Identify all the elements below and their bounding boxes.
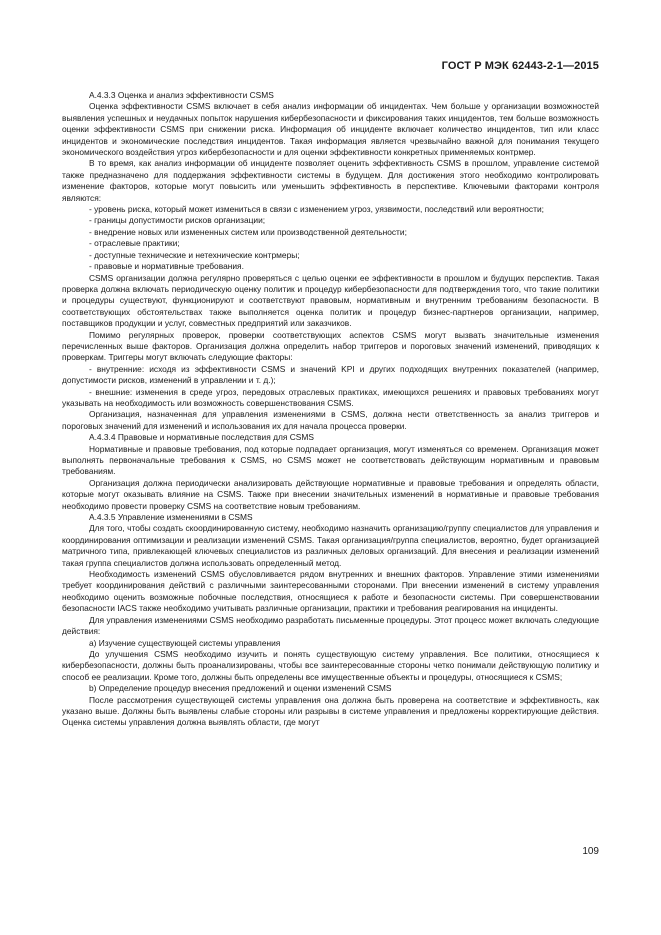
paragraph: В то время, как анализ информации об инциденте позволяет оценить эффективность CSMS в прошлом, управление системой также предназначено для поддержания эффективности системы в будущем. Для достижения этого необходимо контролировать изменение факторов, которые могут повысить или уменьшить эффективность в перспективе. Ключевыми факторами контроля являются: (62, 158, 599, 203)
list-item: - уровень риска, который может измениться в связи с изменением угроз, уязвимости, последствий или вероятности; (89, 204, 544, 215)
section-heading: A.4.3.5 Управление изменениями в CSMS (89, 512, 253, 523)
paragraph: Организация должна периодически анализировать действующие нормативные и правовые требования и определять области, которые могут оказывать влияние на CSMS. Также при внесении значительных изменений в нормативные и правовые требования необходимо провести проверку CSMS на соответствие новым требованиям. (62, 477, 599, 511)
paragraph: CSMS организации должна регулярно проверяться с целью оценки ее эффективности в прошлом и будущих перспектив. Такая проверка должна включать периодическую оценку политик и процедур кибербезопасности для подтверждения того, что такие политики и процедуры существуют, функционируют и соответствуют правовым, нормативным и внутренним требованиям безопасности. В соответствующих обстоятельствах также выполняется оценка политик и процедур бизнес-партнеров организации, например, поставщиков продукции и услуг, совместных предприятий или заказчиков. (62, 272, 599, 329)
list-item: - доступные технические и нетехнические контрмеры; (89, 249, 300, 260)
paragraph: Для управления изменениями CSMS необходимо разработать письменные процедуры. Этот процесс может включать следующие действия: (62, 614, 599, 637)
section-heading: A.4.3.4 Правовые и нормативные последствия для CSMS (89, 432, 314, 443)
paragraph: До улучшения CSMS необходимо изучить и понять существующую систему управления. Все политики, относящиеся к кибербезопасности, должны быть проанализированы, чтобы все заинтересованные стороны четко понимали действующую политику и способ ее реализации. Кроме того, должны быть определены все имущественные объекты и процедуры, относящиеся к CSMS; (62, 648, 599, 682)
list-item: а) Изучение существующей системы управления (89, 637, 281, 648)
paragraph: Необходимость изменений CSMS обусловливается рядом внутренних и внешних факторов. Управление этими изменениями требует координирования действий с различными заинтересованными сторонами. При внесении изменений в систему управления необходимо оценить возможные побочные последствия, относящиеся к работе и безопасности системы. При совершенствовании безопасности IACS также необходимо учитывать различные организации, практики и требования реагирования на инциденты. (62, 569, 599, 614)
page-number: 109 (582, 846, 599, 857)
document-header: ГОСТ Р МЭК 62443-2-1—2015 (441, 60, 599, 72)
section-heading: A.4.3.3 Оценка и анализ эффективности CSMS (89, 90, 274, 100)
list-item: b) Определение процедур внесения предложений и оценки изменений CSMS (89, 683, 392, 694)
list-item: - границы допустимости рисков организации; (89, 215, 266, 226)
paragraph: Нормативные и правовые требования, под которые подпадает организация, могут изменяться со временем. Организация может выполнять первоначальные требования к CSMS, но CSMS может не соответствовать действующим нормативным и правовым требованиям. (62, 443, 599, 477)
paragraph: Для того, чтобы создать скоординированную систему, необходимо назначить организацию/группу специалистов для управления и координирования оптимизации и реализации изменений CSMS. Такая организация/группа специалистов, вероятно, будет организацией матричного типа, привлекающей ключевых специалистов из различных деловых организаций. Для внесения и реализации изменений такая группа специалистов должна использовать определенный метод. (62, 523, 599, 568)
list-item: - внедрение новых или измененных систем или производственной деятельности; (89, 226, 407, 237)
list-item: - внешние: изменения в среде угроз, передовых отраслевых практиках, имеющихся решениях и правовых требованиях могут указывать на необходимость или возможность совершенствования CSMS. (62, 386, 599, 408)
paragraph: Помимо регулярных проверок, проверки соответствующих аспектов CSMS могут вызвать значительные изменения перечисленных выше факторов. Организация должна определить набор триггеров и пороговых значений изменений, приводящих к проверкам. Триггеры могут включать следующие факторы: (62, 329, 599, 363)
list-item: - внутренние: исходя из эффективности CSMS и значений KPI и других подходящих внутренних показателей (например, допустимости рисков, изменений в управлении и т. д.); (62, 363, 599, 386)
list-item: - правовые и нормативные требования. (89, 261, 244, 272)
paragraph: Организация, назначенная для управления изменениями в CSMS, должна нести ответственность за анализ триггеров и пороговых значений для изменений и использования их для начала процесса проверки. (62, 409, 599, 431)
paragraph: Оценка эффективности CSMS включает в себя анализ информации об инцидентах. Чем больше у организации возможностей выявления успешных и неудачных попыток нарушения кибербезопасности и фиксирования таких инцидентов, тем больше возможность оценки эффективности CSMS при снижении риска. Информация об инциденте включает количество инцидентов, тип или класс инцидентов и экономические последствия инцидентов. Такая информация является чрезвычайно важной для понимания текущего экономического воздействия угроз кибербезопасности и для оценки эффективности конкретных применяемых контрмер. (62, 101, 599, 158)
paragraph: После рассмотрения существующей системы управления она должна быть проверена на соответствие и эффективность, как указано выше. Должны быть выявлены слабые стороны или разрывы в системе управления и предложены корректирующие действия. Оценка системы управления должна выявлять области, где могут (62, 694, 599, 728)
list-item: - отраслевые практики; (89, 238, 180, 249)
document-body (62, 90, 599, 729)
